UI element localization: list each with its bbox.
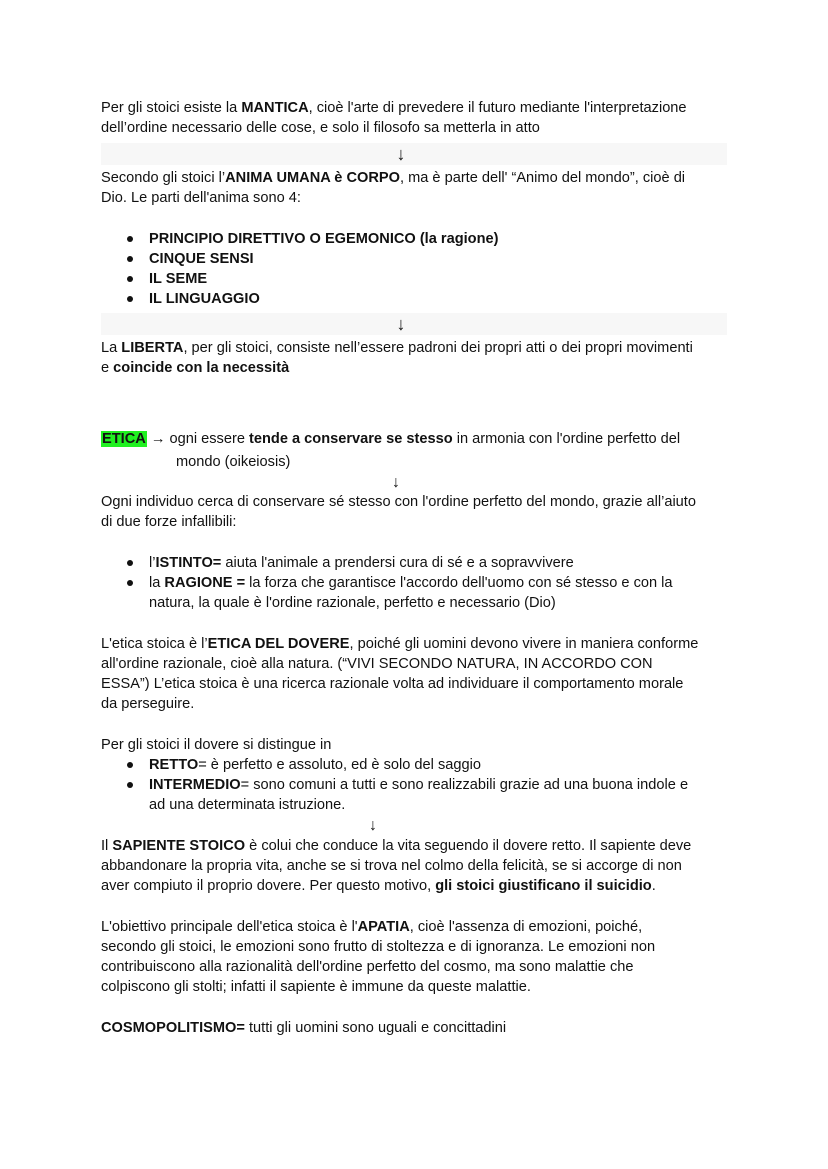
- list-item: IL LINGUAGGIO: [101, 289, 741, 309]
- list-item: PRINCIPIO DIRETTIVO O EGEMONICO (la ragione): [101, 229, 741, 249]
- down-arrow-icon: ↓: [396, 314, 406, 334]
- down-arrow-icon: ↓: [369, 817, 377, 834]
- list-item: IL SEME: [101, 269, 741, 289]
- paragraph-anima: Secondo gli stoici l’ANIMA UMANA è CORPO, ma è parte dell' “Animo del mondo”, cioè di Dio. Le parti dell'anima sono 4:: [101, 170, 686, 206]
- bullet-icon: [127, 276, 133, 282]
- term-liberta: LIBERTA: [121, 340, 184, 356]
- down-arrow-icon: ↓: [392, 474, 400, 491]
- bullet-icon: [127, 236, 133, 242]
- bullet-icon: [127, 762, 133, 768]
- list-item: RETTO= è perfetto e assoluto, ed è solo del saggio: [101, 755, 741, 775]
- bullet-icon: [127, 580, 133, 586]
- bullet-icon: [127, 782, 133, 788]
- arrow-band: [101, 143, 727, 165]
- paragraph-mantica: Per gli stoici esiste la MANTICA, cioè l'arte di prevedere il futuro mediante l'interpretazione dell’ordine necessario delle cose, e solo il filosofo sa metterla in atto: [101, 100, 687, 136]
- paragraph-etica-dovere: L'etica stoica è l’ETICA DEL DOVERE, poiché gli uomini devono vivere in maniera conforme all'ordine razionale, cioè alla natura. (“VIVI SECONDO NATURA, IN ACCORDO CON ESSA”) L’etica stoica è una ricerca razionale volta ad individuare il comportamento morale da perseguire.: [101, 636, 699, 712]
- paragraph-sapiente: Il SAPIENTE STOICO è colui che conduce la vita seguendo il dovere retto. Il sapiente deve abbandonare la propria vita, anche se si trova nel colmo della felicità, se si accorge di non aver compiuto il proprio dovere. Per questo motivo, gli stoici giustificano il suicidio.: [101, 838, 692, 894]
- list-item: CINQUE SENSI: [101, 249, 741, 269]
- bullet-icon: [127, 296, 133, 302]
- term-anima-umana: ANIMA UMANA è CORPO: [225, 170, 400, 186]
- list-item: la RAGIONE = la forza che garantisce l'accordo dell'uomo con sé stesso e con la natura, la quale è l'ordine razionale, perfetto e necessario (Dio): [101, 573, 741, 613]
- paragraph-dovere-intro: Per gli stoici il dovere si distingue in: [101, 737, 332, 753]
- paragraph-apatia: L'obiettivo principale dell'etica stoica è l'APATIA, cioè l'assenza di emozioni, poiché, secondo gli stoici, le emozioni sono frutto di stoltezza e di ignoranza. Le emozioni non contribuiscono alla razionalità dell'ordine perfetto del cosmo, ma sono malattie che colpiscono gli stolti; infatti il sapiente è immune da queste malattie.: [101, 919, 656, 995]
- paragraph-cosmopolitismo: COSMOPOLITISMO= tutti gli uomini sono uguali e concittadini: [101, 1020, 507, 1036]
- arrow-band: [101, 313, 727, 335]
- term-mantica: MANTICA: [241, 100, 309, 116]
- list-forze: [101, 553, 741, 613]
- bullet-icon: [127, 256, 133, 262]
- paragraph-individuo: Ogni individuo cerca di conservare sé stesso con l'ordine perfetto del mondo, grazie all’aiuto di due forze infallibili:: [101, 494, 696, 530]
- down-arrow-icon: ↓: [396, 144, 406, 164]
- list-doveri: [101, 755, 741, 815]
- bullet-icon: [127, 560, 133, 566]
- list-item: INTERMEDIO= sono comuni a tutti e sono realizzabili grazie ad una buona indole e ad una determinata istruzione.: [101, 775, 741, 815]
- right-arrow-icon: →: [150, 431, 166, 447]
- paragraph-liberta: La LIBERTA, per gli stoici, consiste nell’essere padroni dei propri atti o dei propri movimenti e coincide con la necessità: [101, 340, 693, 376]
- etica-highlight-label: ETICA: [102, 431, 146, 447]
- list-parti-anima: [101, 229, 741, 309]
- etica-heading-row: ETICA → ogni essere tende a conservare se stesso in armonia con l'ordine perfetto del mondo (oikeiosis): [102, 431, 681, 470]
- list-item: l’ISTINTO= aiuta l'animale a prendersi cura di sé e a sopravvivere: [101, 553, 741, 573]
